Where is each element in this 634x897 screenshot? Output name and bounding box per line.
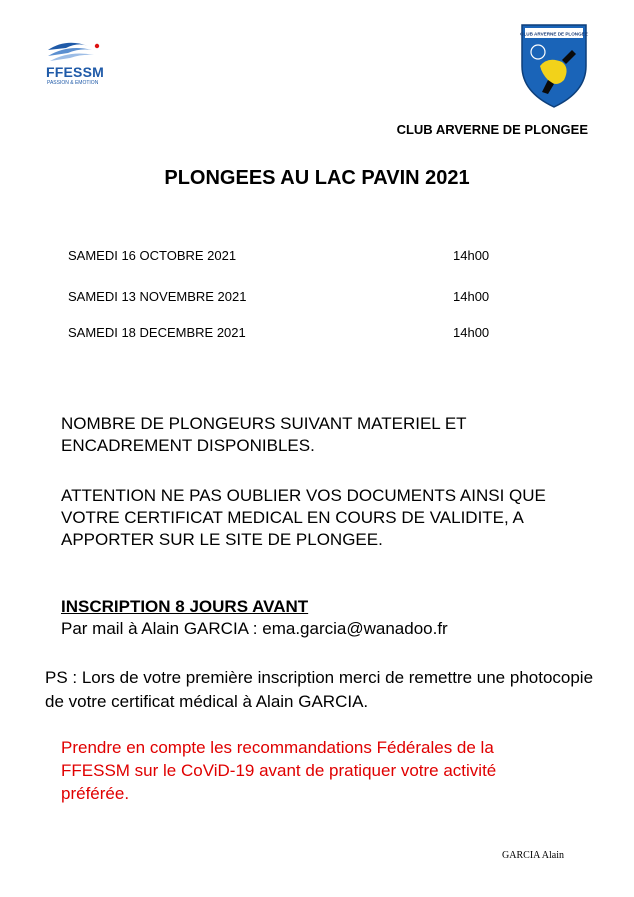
ffessm-logo-subtitle: PASSION & EMOTION <box>47 80 99 86</box>
dive-date: SAMEDI 13 NOVEMBRE 2021 <box>68 289 247 304</box>
page-title: PLONGEES AU LAC PAVIN 2021 <box>164 167 470 189</box>
dive-date: SAMEDI 16 OCTOBRE 2021 <box>68 248 237 263</box>
dive-time: 14h00 <box>453 248 490 263</box>
documents-note: ATTENTION NE PAS OUBLIER VOS DOCUMENTS AINSI QUE VOTRE CERTIFICAT MEDICAL EN COURS DE VALIDITE, A APPORTER SUR LE SITE DE PLONGEE. <box>61 486 546 549</box>
dive-time: 14h00 <box>453 289 490 304</box>
dive-time: 14h00 <box>453 325 490 340</box>
club-logo-text: CLUB ARVERNE DE PLONGEE <box>520 31 588 37</box>
club-shield-logo <box>518 22 590 110</box>
covid-note: Prendre en compte les recommandations Fédérales de la FFESSM sur le CoViD-19 avant de pratiquer votre activité préférée. <box>61 738 497 803</box>
dive-date: SAMEDI 18 DECEMBRE 2021 <box>68 325 246 340</box>
inscription-heading: INSCRIPTION 8 JOURS AVANT <box>61 597 309 616</box>
club-name: CLUB ARVERNE DE PLONGEE <box>396 122 588 137</box>
ffessm-logo-text: FFESSM <box>46 64 104 80</box>
inscription-contact: Par mail à Alain GARCIA : ema.garcia@wanadoo.fr <box>61 619 448 638</box>
signature: GARCIA Alain <box>502 850 564 861</box>
wave-icon <box>44 36 114 66</box>
ps-note: PS : Lors de votre première inscription merci de remettre une photocopie de votre certificat médical à Alain GARCIA. <box>45 668 594 711</box>
divers-note: NOMBRE DE PLONGEURS SUIVANT MATERIEL ET ENCADREMENT DISPONIBLES. <box>61 414 467 455</box>
